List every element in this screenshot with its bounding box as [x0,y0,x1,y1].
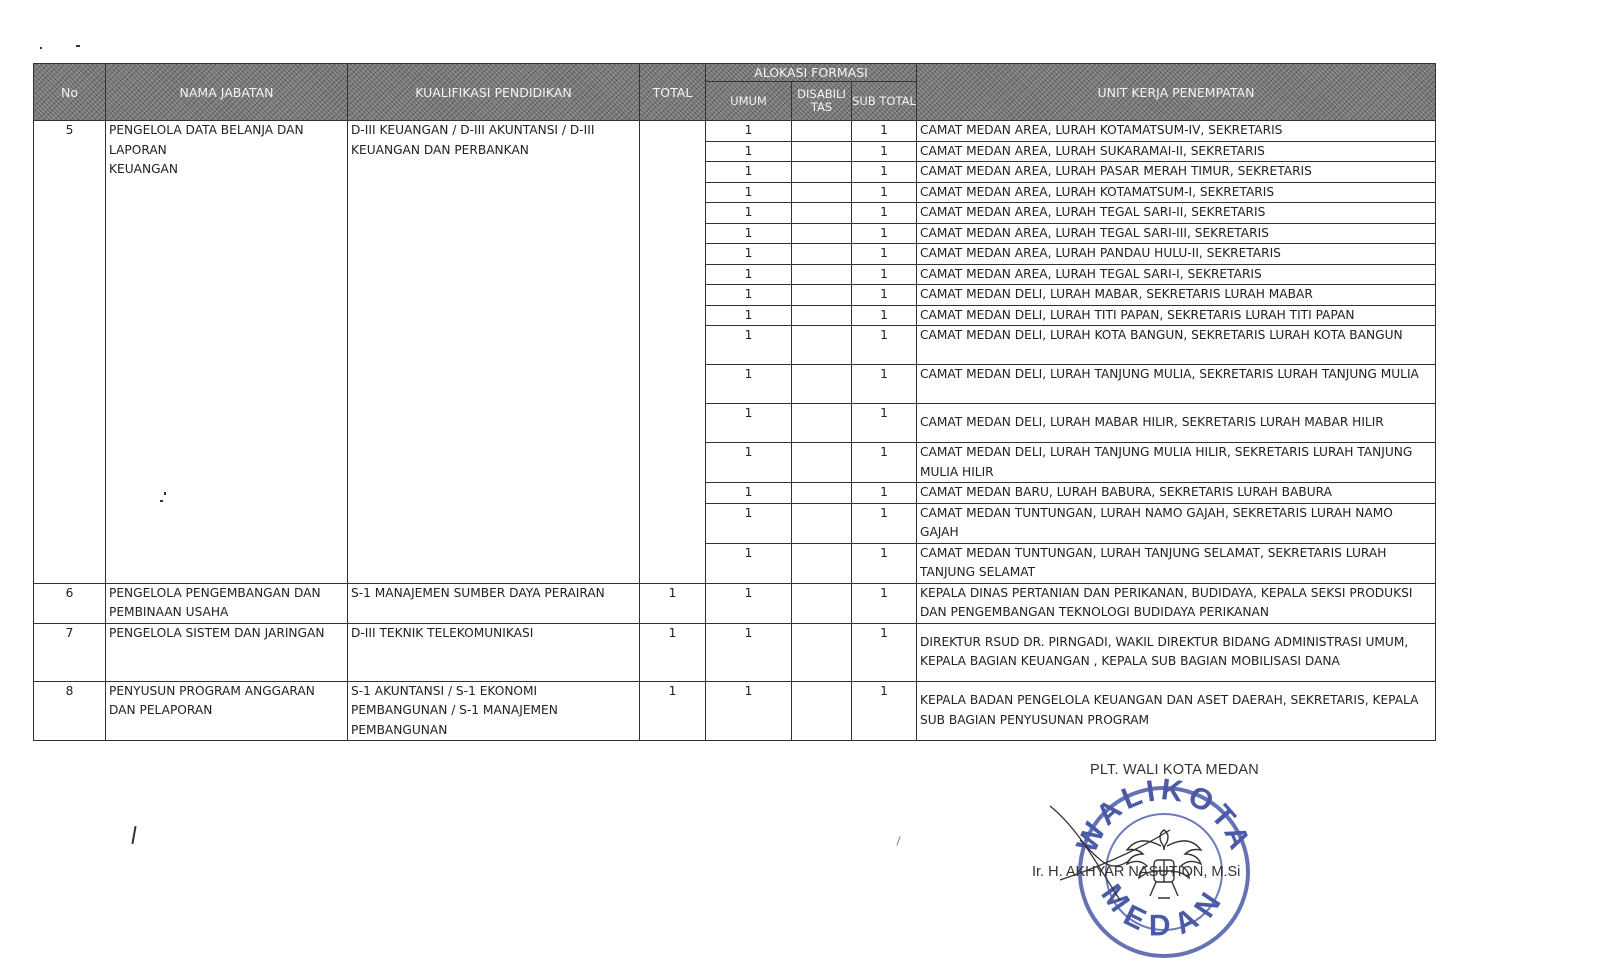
umum-cell: 1 [706,244,792,265]
umum-cell: 1 [706,203,792,224]
unit-kerja-cell: KEPALA DINAS PERTANIAN DAN PERIKANAN, BUDIDAYA, KEPALA SEKSI PRODUKSI DAN PENGEMBANGAN TEKNOLOGI BUDIDAYA PERIKANAN [917,583,1436,623]
stamp-bottom-text: MEDAN [1094,878,1234,943]
sub-total-cell: 1 [852,141,917,162]
header-no: No [34,64,106,121]
header-unit-kerja: UNIT KERJA PENEMPATAN [917,64,1436,121]
job-title [106,121,348,584]
sub-total-cell: 1 [852,326,917,365]
disabilitas-cell [792,404,852,443]
disabilitas-cell [792,583,852,623]
sub-total-cell: 1 [852,483,917,504]
disabilitas-cell [792,623,852,681]
umum-cell: 1 [706,285,792,306]
formation-table-wrap [33,63,1435,741]
disabilitas-cell [792,681,852,741]
disabilitas-cell [792,203,852,224]
job-no: 5 [34,121,106,584]
disabilitas-cell [792,543,852,583]
unit-kerja-cell: CAMAT MEDAN BARU, LURAH BABURA, SEKRETARIS LURAH BABURA [917,483,1436,504]
sub-total-cell: 1 [852,285,917,306]
sub-total-cell: 1 [852,443,917,483]
umum-cell: 1 [706,583,792,623]
header-total: TOTAL [640,64,706,121]
job-total: 1 [640,583,706,623]
umum-cell: 1 [706,223,792,244]
scan-speck [164,492,166,495]
disabilitas-cell [792,285,852,306]
umum-cell: 1 [706,543,792,583]
umum-cell: 1 [706,121,792,142]
formation-table [33,63,1436,741]
unit-kerja-cell: CAMAT MEDAN AREA, LURAH KOTAMATSUM-IV, SEKRETARIS [917,121,1436,142]
sub-total-cell: 1 [852,162,917,183]
sub-total-cell: 1 [852,182,917,203]
unit-kerja-cell: CAMAT MEDAN AREA, LURAH PASAR MERAH TIMUR, SEKRETARIS [917,162,1436,183]
sub-total-cell: 1 [852,404,917,443]
umum-cell: 1 [706,483,792,504]
scan-speck [131,826,136,844]
sub-total-cell: 1 [852,203,917,224]
unit-kerja-cell: CAMAT MEDAN AREA, LURAH SUKARAMAI-II, SEKRETARIS [917,141,1436,162]
umum-cell: 1 [706,141,792,162]
umum-cell: 1 [706,264,792,285]
job-total: 1 [640,623,706,681]
stamp-top-text: WALIKOTA [1070,773,1258,858]
unit-kerja-cell: DIREKTUR RSUD DR. PIRNGADI, WAKIL DIREKTUR BIDANG ADMINISTRASI UMUM, KEPALA BAGIAN KEUANGAN , KEPALA SUB BAGIAN MOBILISASI DANA [917,623,1436,681]
signatory-name: Ir. H. AKHYAR NASUTION, M.Si [1032,864,1241,880]
disabilitas-cell [792,223,852,244]
sub-total-cell: 1 [852,305,917,326]
header-sub-total: SUB TOTAL [852,82,917,121]
umum-cell: 1 [706,623,792,681]
header-nama-jabatan: NAMA JABATAN [106,64,348,121]
unit-kerja-cell: CAMAT MEDAN TUNTUNGAN, LURAH NAMO GAJAH, SEKRETARIS LURAH NAMO GAJAH [917,503,1436,543]
sub-total-cell: 1 [852,681,917,741]
sub-total-cell: 1 [852,244,917,265]
unit-kerja-cell: CAMAT MEDAN AREA, LURAH PANDAU HULU-II, SEKRETARIS [917,244,1436,265]
sub-total-cell: 1 [852,503,917,543]
disabilitas-cell [792,182,852,203]
scan-speck [40,47,42,49]
unit-kerja-cell: CAMAT MEDAN DELI, LURAH MABAR, SEKRETARIS LURAH MABAR [917,285,1436,306]
unit-kerja-cell: CAMAT MEDAN DELI, LURAH KOTA BANGUN, SEKRETARIS LURAH KOTA BANGUN [917,326,1436,365]
job-title: PENGELOLA SISTEM DAN JARINGAN [106,623,348,681]
unit-kerja-cell: CAMAT MEDAN DELI, LURAH MABAR HILIR, SEKRETARIS LURAH MABAR HILIR [917,404,1436,443]
unit-kerja-cell: CAMAT MEDAN TUNTUNGAN, LURAH TANJUNG SELAMAT, SEKRETARIS LURAH TANJUNG SELAMAT [917,543,1436,583]
unit-kerja-cell: CAMAT MEDAN DELI, LURAH TANJUNG MULIA, SEKRETARIS LURAH TANJUNG MULIA [917,365,1436,404]
disabilitas-cell [792,326,852,365]
job-total: 1 [640,681,706,741]
sub-total-cell: 1 [852,365,917,404]
umum-cell: 1 [706,681,792,741]
job-title: PENGELOLA PENGEMBANGAN DAN PEMBINAAN USAHA [106,583,348,623]
umum-cell: 1 [706,503,792,543]
unit-kerja-cell: CAMAT MEDAN DELI, LURAH TANJUNG MULIA HILIR, SEKRETARIS LURAH TANJUNG MULIA HILIR [917,443,1436,483]
disabilitas-cell [792,503,852,543]
sub-total-cell: 1 [852,264,917,285]
job-qualification: D-III KEUANGAN / D-III AKUNTANSI / D-III KEUANGAN DAN PERBANKAN [348,121,640,584]
disabilitas-cell [792,162,852,183]
signature-title: PLT. WALI KOTA MEDAN [1090,762,1259,778]
header-kualifikasi: KUALIFIKASI PENDIDIKAN [348,64,640,121]
disabilitas-cell [792,141,852,162]
signature-block [1032,760,1360,960]
umum-cell: 1 [706,162,792,183]
unit-kerja-cell: CAMAT MEDAN AREA, LURAH TEGAL SARI-III, SEKRETARIS [917,223,1436,244]
job-title-line: KEUANGAN [109,162,178,176]
unit-kerja-cell: CAMAT MEDAN DELI, LURAH TITI PAPAN, SEKRETARIS LURAH TITI PAPAN [917,305,1436,326]
umum-cell: 1 [706,443,792,483]
header-alokasi-formasi: ALOKASI FORMASI [706,64,917,82]
disabilitas-cell [792,443,852,483]
table-row [34,623,1436,681]
job-total [640,121,706,584]
table-row [34,121,1436,142]
sub-total-cell: 1 [852,583,917,623]
scan-speck [160,500,163,502]
header-disabilitas: DISABILI TAS [792,82,852,121]
umum-cell: 1 [706,365,792,404]
job-qualification: S-1 MANAJEMEN SUMBER DAYA PERAIRAN [348,583,640,623]
unit-kerja-cell: CAMAT MEDAN AREA, LURAH TEGAL SARI-II, SEKRETARIS [917,203,1436,224]
job-no: 7 [34,623,106,681]
scan-speck [896,836,900,846]
table-row [34,583,1436,623]
job-no: 8 [34,681,106,741]
sub-total-cell: 1 [852,121,917,142]
job-title-line: PENGELOLA DATA BELANJA DAN [109,123,304,137]
disabilitas-cell [792,264,852,285]
disabilitas-cell [792,121,852,142]
umum-cell: 1 [706,326,792,365]
umum-cell: 1 [706,182,792,203]
job-no: 6 [34,583,106,623]
job-qualification: S-1 AKUNTANSI / S-1 EKONOMI PEMBANGUNAN / S-1 MANAJEMEN PEMBANGUNAN [348,681,640,741]
sub-total-cell: 1 [852,223,917,244]
umum-cell: 1 [706,305,792,326]
unit-kerja-cell: CAMAT MEDAN AREA, LURAH KOTAMATSUM-I, SEKRETARIS [917,182,1436,203]
disabilitas-cell [792,244,852,265]
job-title-line: LAPORAN [109,142,167,157]
disabilitas-cell [792,483,852,504]
umum-cell: 1 [706,404,792,443]
sub-total-cell: 1 [852,623,917,681]
unit-kerja-cell: KEPALA BADAN PENGELOLA KEUANGAN DAN ASET DAERAH, SEKRETARIS, KEPALA SUB BAGIAN PENYUSUNAN PROGRAM [917,681,1436,741]
signature-handwriting [1040,800,1200,910]
unit-kerja-cell: CAMAT MEDAN AREA, LURAH TEGAL SARI-I, SEKRETARIS [917,264,1436,285]
sub-total-cell: 1 [852,543,917,583]
job-qualification: D-III TEKNIK TELEKOMUNIKASI [348,623,640,681]
scan-speck [76,45,80,47]
table-row [34,681,1436,741]
header-umum: UMUM [706,82,792,121]
disabilitas-cell [792,365,852,404]
disabilitas-cell [792,305,852,326]
job-title: PENYUSUN PROGRAM ANGGARAN DAN PELAPORAN [106,681,348,741]
